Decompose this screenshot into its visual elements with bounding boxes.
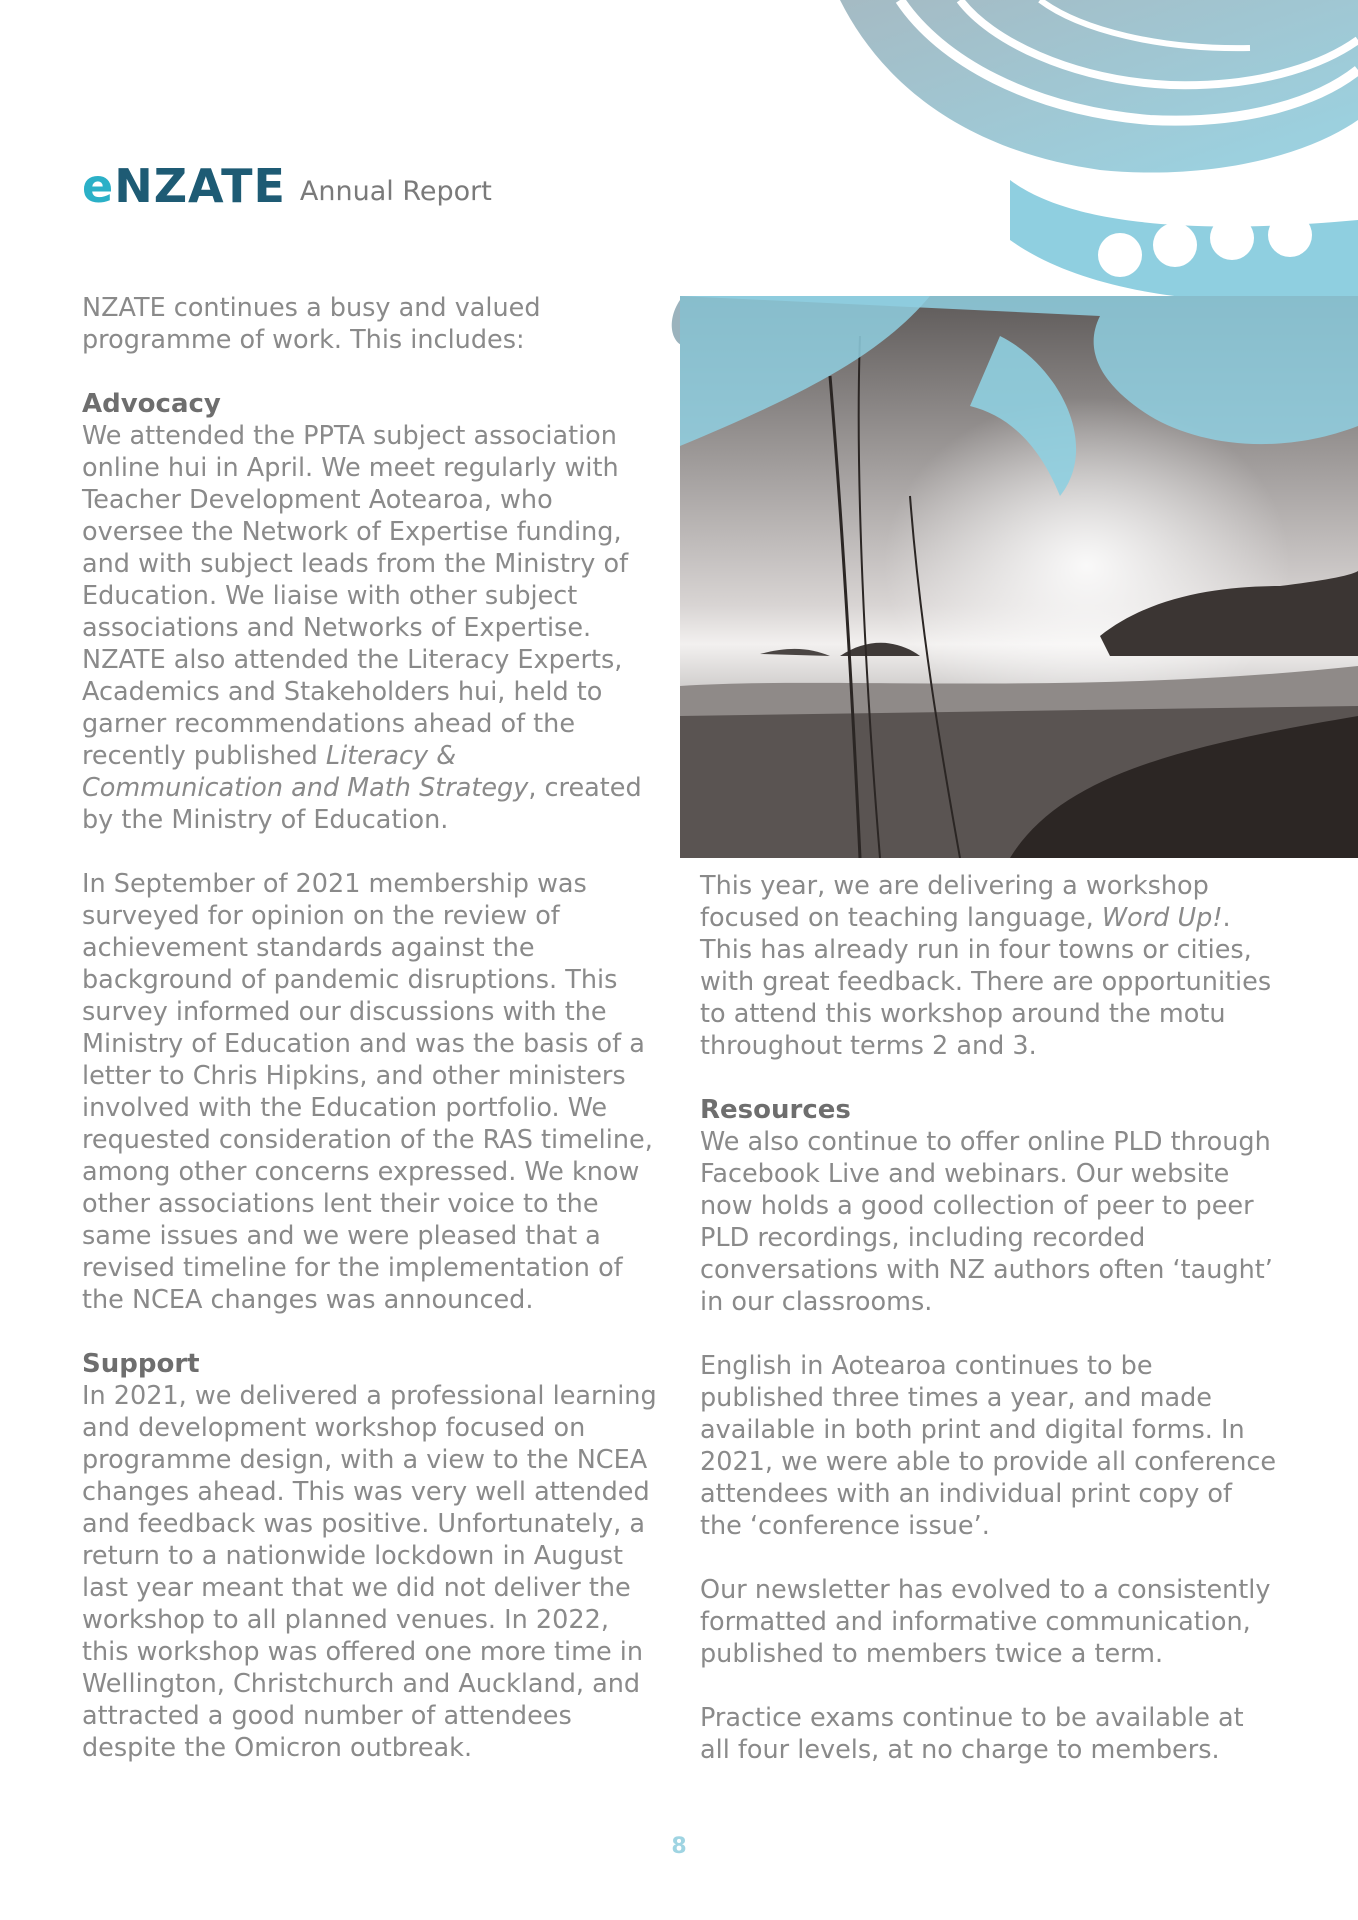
page-number: 8 — [671, 1834, 687, 1859]
resources-paragraph-3: Our newsletter has evolved to a consistently formatted and informative communication, published to members twice a term. — [700, 1575, 1271, 1669]
resources-paragraph-4: Practice exams continue to be available at all four levels, at no charge to members. — [700, 1703, 1244, 1765]
advocacy-paragraph-2: In September of 2021 membership was surveyed for opinion on the review of achievement standards against the background of pandemic disruptions. This survey informed our discussions with the Ministry of Education and was the basis of a letter to Chris Hipkins, and other ministers involved with the Education portfolio. We requested consideration of the RAS timeline, among other concerns expressed. We know other associations lent their voice to the same issues and we were pleased that a revised timeline for the implementation of the NCEA changes was announced. — [82, 869, 653, 1315]
strategy-title: Literacy & Communication and Math Strategy — [82, 741, 529, 803]
support-paragraph: In 2021, we delivered a professional learning and development workshop focused on programme design, with a view to the NCEA changes ahead. This was very well attended and feedback was positive. Unfortunately, a return to a nationwide lockdown in August last year meant that we did not deliver the workshop to all planned venues. In 2022, this workshop was offered one more time in Wellington, Christchurch and Auckland, and attracted a good number of attendees despite the Omicron outbreak. — [82, 1381, 657, 1763]
workshop-paragraph: This year, we are delivering a workshop focused on teaching language, Word Up!. This has already run in four towns or cities, with great feedback. There are opportunities to attend this workshop around the motu throughout terms 2 and 3. — [700, 871, 1272, 1061]
support-heading: Support — [82, 1349, 200, 1379]
header-logo — [82, 159, 492, 213]
intro-paragraph: NZATE continues a busy and valued programme of work. This includes: — [82, 293, 541, 355]
nzate-logo — [82, 159, 286, 213]
resources-paragraph-1: We also continue to offer online PLD through Facebook Live and webinars. Our website now holds a good collection of peer to peer PLD recordings, including recorded conversations with NZ authors often ‘taught’ in our classrooms. — [700, 1127, 1273, 1317]
left-column — [82, 292, 662, 1764]
advocacy-heading: Advocacy — [82, 389, 221, 419]
workshop-title: Word Up! — [1101, 903, 1223, 933]
resources-heading: Resources — [700, 1095, 851, 1125]
logo-wordmark: NZATE — [114, 159, 286, 213]
logo-swirl: e — [82, 159, 115, 213]
advocacy-paragraph-1: We attended the PPTA subject association online hui in April. We meet regularly with Teacher Development Aotearoa, who oversee the Network of Expertise funding, and with subject leads from the Ministry of Education. We liaise with other subject associations and Networks of Expertise. NZATE also attended the Literacy Experts, Academics and Stakeholders hui, held to garner recommendations ahead of the recently published Literacy & Communication and Math Strategy, created by the Ministry of Education. — [82, 421, 642, 835]
beach-photo — [680, 296, 1358, 858]
resources-paragraph-2: English in Aotearoa continues to be published three times a year, and made available in both print and digital forms. In 2021, we were able to provide all conference attendees with an individual print copy of the ‘conference issue’. — [700, 1351, 1277, 1541]
right-column — [700, 870, 1280, 1766]
report-subtitle: Annual Report — [299, 176, 492, 207]
